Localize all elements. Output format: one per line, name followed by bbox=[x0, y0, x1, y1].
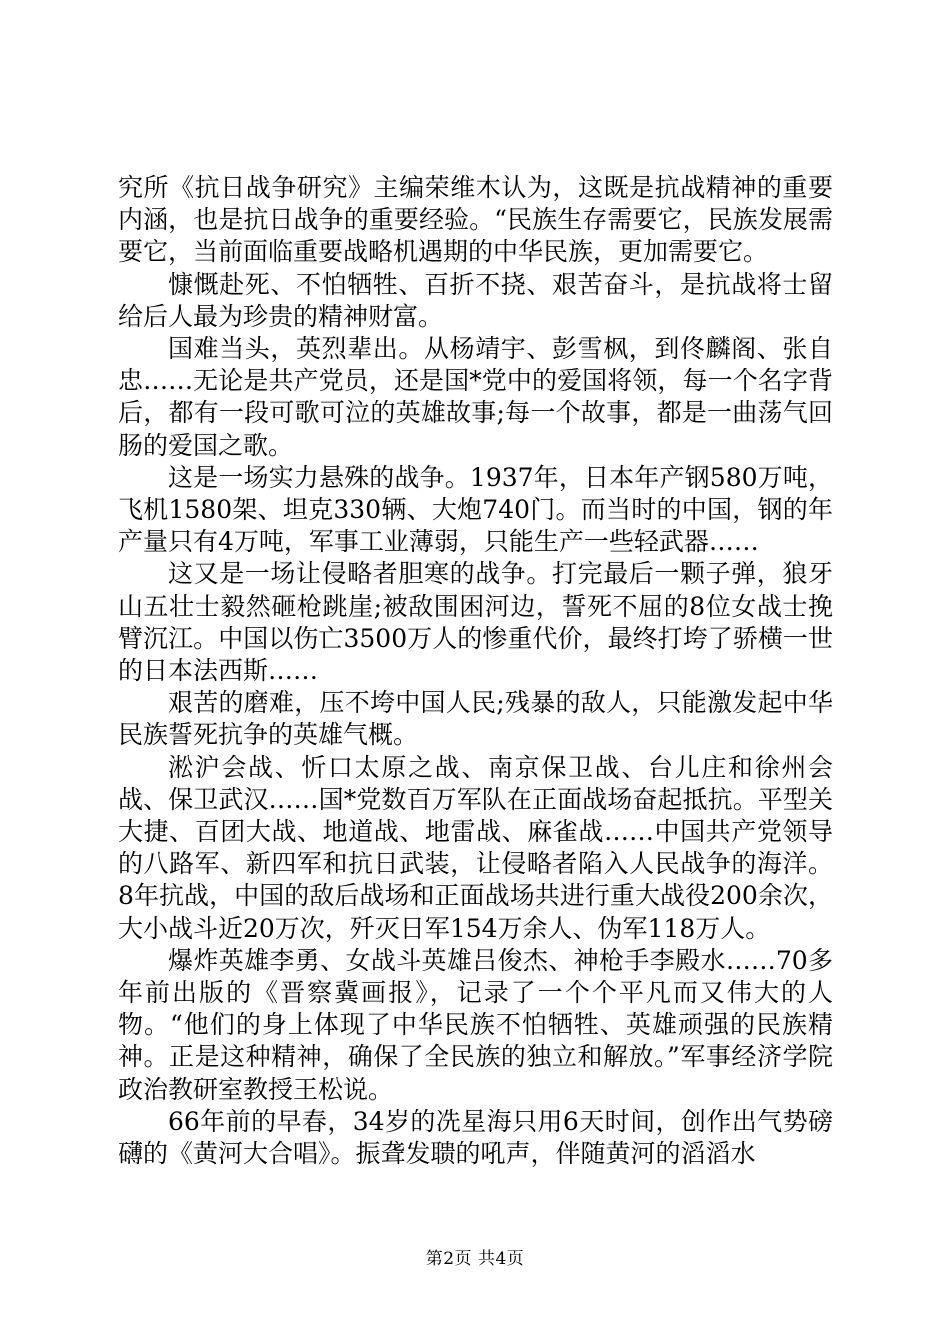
paragraph-6: 艰苦的磨难，压不垮中国人民;残暴的敌人，只能激发起中华民族誓死抗争的英雄气概。 bbox=[118, 688, 833, 750]
paragraph-4: 这是一场实力悬殊的战争。1937年，日本年产钢580万吨，飞机1580架、坦克330辆、大炮740门。而当时的中国，钢的年产量只有4万吨，军事工业薄弱，只能生产一些轻武器…… bbox=[118, 462, 833, 557]
paragraph-9: 66年前的早春，34岁的冼星海只用6天时间，创作出气势磅礴的《黄河大合唱》。振聋发聩的吼声，伴随黄河的滔滔水 bbox=[118, 1106, 833, 1169]
paragraph-3: 国难当头，英烈辈出。从杨靖宇、彭雪枫，到佟麟阁、张自忠……无论是共产党员，还是国*党中的爱国将领，每一个名字背后，都有一段可歌可泣的英雄故事;每一个故事，都是一曲荡气回肠的爱国之歌。 bbox=[118, 334, 833, 460]
paragraph-7: 淞沪会战、忻口太原之战、南京保卫战、台儿庄和徐州会战、保卫武汉……国*党数百万军队在正面战场奋起抵抗。平型关大捷、百团大战、地道战、地雷战、麻雀战……中国共产党领导的八路军、新四军和抗日武装，让侵略者陷入人民战争的海洋。8年抗战，中国的敌后战场和正面战场共进行重大战役200余次，大小战斗近20万次，歼灭日军154万余人、伪军118万人。 bbox=[118, 752, 833, 943]
paragraph-5: 这又是一场让侵略者胆寒的战争。打完最后一颗子弹，狼牙山五壮士毅然砸枪跳崖;被敌围困河边，誓死不屈的8位女战士挽臂沉江。中国以伤亡3500万人的惨重代价，最终打垮了骄横一世的日本法西斯…… bbox=[118, 559, 833, 686]
paragraph-1: 究所《抗日战争研究》主编荣维木认为，这既是抗战精神的重要内涵，也是抗日战争的重要经验。“民族生存需要它，民族发展需要它，当前面临重要战略机遇期的中华民族，更加需要它。 bbox=[118, 173, 833, 267]
page-footer: 第2页 共4页 bbox=[425, 1249, 525, 1269]
paragraph-2: 慷慨赴死、不怕牺牲、百折不挠、艰苦奋斗，是抗战将士留给后人最为珍贵的精神财富。 bbox=[118, 269, 833, 331]
document-body bbox=[118, 172, 833, 1170]
paragraph-8: 爆炸英雄李勇、女战斗英雄吕俊杰、神枪手李殿水……70多年前出版的《晋察冀画报》，记录了一个个平凡而又伟大的人物。“他们的身上体现了中华民族不怕牺牲、英雄顽强的民族精神。正是这种精神，确保了全民族的独立和解放。”军事经济学院政治教研室教授王松说。 bbox=[118, 945, 833, 1104]
